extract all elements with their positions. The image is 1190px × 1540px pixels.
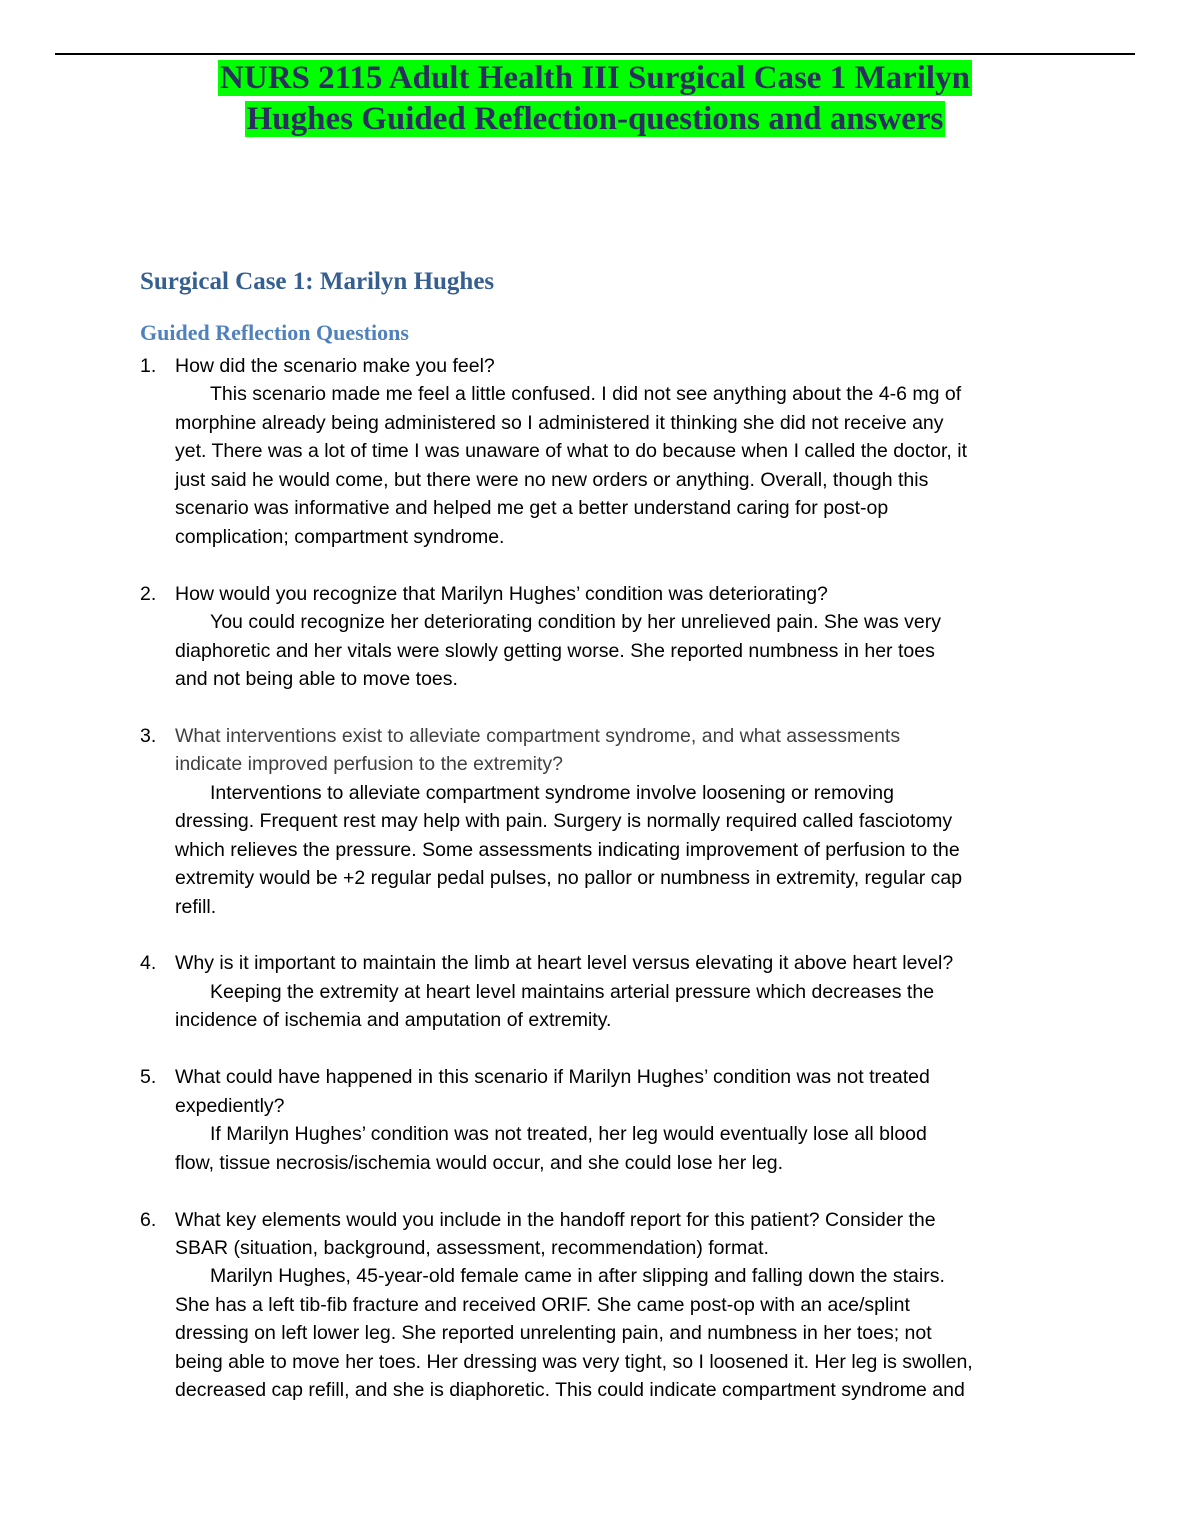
answer-line: If Marilyn Hughes’ condition was not treated, her leg would eventually lose all blood: [210, 1123, 927, 1146]
question-item: [140, 722, 1060, 921]
answer-line: being able to move her toes. Her dressing was very tight, so I loosened it. Her leg is swollen,: [175, 1350, 973, 1373]
answer-line: incidence of ischemia and amputation of extremity.: [175, 1009, 612, 1032]
question-line: How would you recognize that Marilyn Hughes’ condition was deteriorating?: [175, 582, 828, 605]
answer-text: [175, 1262, 1060, 1404]
answer-line: just said he would come, but there were no new orders or anything. Overall, though this: [175, 468, 929, 491]
question-number: 5.: [140, 1066, 157, 1089]
answer-line: This scenario made me feel a little confused. I did not see anything about the 4-6 mg of: [210, 383, 962, 406]
question-item: [140, 1063, 1060, 1177]
question-text: [175, 949, 1060, 977]
question-item: [140, 352, 1060, 551]
answer-line: Marilyn Hughes, 45-year-old female came in after slipping and falling down the stairs.: [210, 1265, 945, 1288]
answer-line: Interventions to alleviate compartment syndrome involve loosening or removing: [210, 781, 894, 804]
question-line: What could have happened in this scenario if Marilyn Hughes’ condition was not treated: [175, 1066, 930, 1089]
answer-line: Keeping the extremity at heart level maintains arterial pressure which decreases the: [210, 980, 935, 1003]
question-line: SBAR (situation, background, assessment, recommendation) format.: [175, 1236, 769, 1259]
answer-line: scenario was informative and helped me get a better understand caring for post-op: [175, 497, 889, 520]
question-item: [140, 1206, 1060, 1405]
question-item: [140, 580, 1060, 694]
question-number: 3.: [140, 724, 157, 747]
answer-text: [175, 978, 1060, 1035]
document-title: [0, 58, 1190, 140]
question-line: What key elements would you include in the handoff report for this patient? Consider the: [175, 1208, 936, 1231]
answer-line: flow, tissue necrosis/ischemia would occur, and she could lose her leg.: [175, 1151, 784, 1174]
answer-text: [175, 380, 1060, 551]
question-text: [175, 1206, 1060, 1263]
question-number: 1.: [140, 355, 157, 377]
answer-line: which relieves the pressure. Some assessments indicating improvement of perfusion to the: [175, 838, 960, 861]
title-line-2: Hughes Guided Reflection-questions and answers: [246, 101, 944, 137]
question-line: How did the scenario make you feel?: [175, 355, 495, 377]
section-heading: Surgical Case 1: Marilyn Hughes: [140, 268, 495, 295]
answer-line: dressing on left lower leg. She reported unrelenting pain, and numbness in her toes; not: [175, 1322, 932, 1345]
question-list: [140, 352, 1060, 1433]
question-line: expediently?: [175, 1094, 285, 1117]
question-number: 6.: [140, 1208, 157, 1231]
question-text: [175, 1063, 1060, 1120]
question-number: 2.: [140, 582, 157, 605]
answer-text: [175, 1120, 1060, 1177]
question-text: [175, 722, 1060, 779]
answer-line: She has a left tib-fib fracture and received ORIF. She came post-op with an ace/splint: [175, 1293, 910, 1316]
answer-line: refill.: [175, 895, 217, 918]
answer-text: [175, 779, 1060, 921]
answer-line: and not being able to move toes.: [175, 667, 458, 690]
question-text: [175, 352, 1060, 380]
answer-line: extremity would be +2 regular pedal pulses, no pallor or numbness in extremity, regular cap: [175, 867, 963, 890]
answer-line: You could recognize her deteriorating condition by her unrelieved pain. She was very: [210, 611, 941, 634]
answer-line: complication; compartment syndrome.: [175, 525, 505, 548]
title-line-1: NURS 2115 Adult Health III Surgical Case 1 Marilyn: [220, 60, 970, 96]
answer-line: diaphoretic and her vitals were slowly getting worse. She reported numbness in her toes: [175, 639, 935, 662]
answer-line: morphine already being administered so I administered it thinking she did not receive any: [175, 411, 944, 434]
question-text: [175, 580, 1060, 608]
answer-line: decreased cap refill, and she is diaphoretic. This could indicate compartment syndrome and: [175, 1379, 965, 1402]
question-line: What interventions exist to alleviate compartment syndrome, and what assessments: [175, 724, 901, 747]
question-number: 4.: [140, 952, 157, 975]
answer-line: yet. There was a lot of time I was unaware of what to do because when I called the doctor, it: [175, 440, 967, 463]
question-item: [140, 949, 1060, 1034]
answer-text: [175, 608, 1060, 693]
section-subheading: Guided Reflection Questions: [140, 320, 409, 345]
answer-line: dressing. Frequent rest may help with pain. Surgery is normally required called fasciotomy: [175, 810, 953, 833]
question-line: Why is it important to maintain the limb at heart level versus elevating it above heart level?: [175, 952, 954, 975]
question-line: indicate improved perfusion to the extremity?: [175, 753, 564, 776]
header-rule: [55, 53, 1135, 55]
